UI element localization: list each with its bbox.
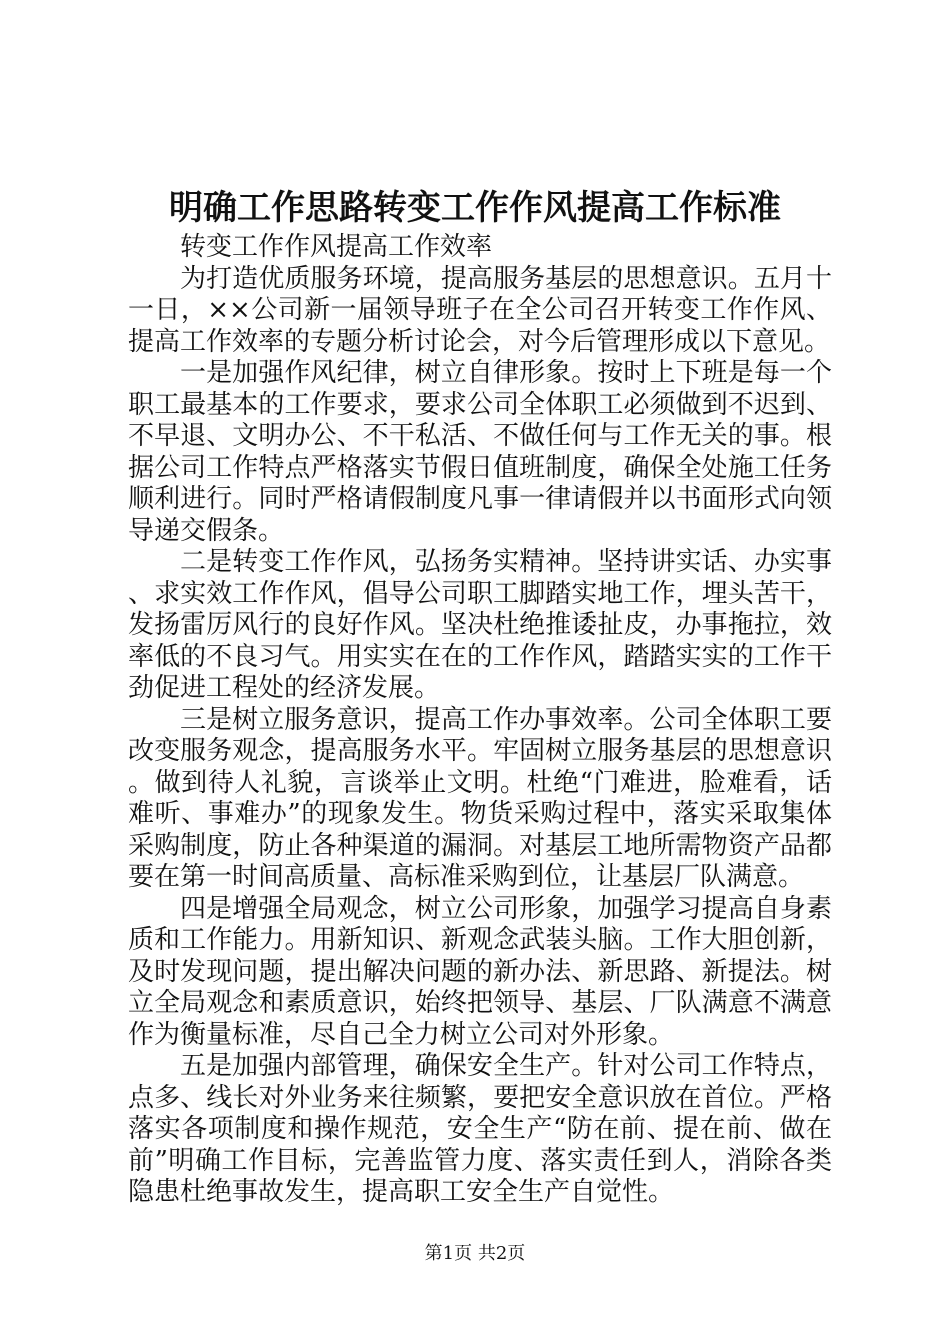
paragraph-discipline: 一是加强作风纪律，树立自律形象。按时上下班是每一个职工最基本的工作要求，要求公司全体职工必须做到不迟到、不早退、文明办公、不干私活、不做任何与工作无关的事。根据公司工作特点严格落实节假日值班制度，确保全处施工任务顺利进行。同时严格请假制度凡事一律请假并以书面形式向领导递交假条。 xyxy=(128,358,832,546)
document-subtitle: 转变工作作风提高工作效率 xyxy=(180,232,493,262)
page-number-footer: 第1页 共2页 xyxy=(424,1243,526,1264)
paragraph-service: 三是树立服务意识，提高工作办事效率。公司全体职工要改变服务观念，提高服务水平。牢固树立服务基层的思想意识。做到待人礼貌，言谈举止文明。杜绝“门难进，脸难看，话难听、事难办”的现象发生。物货采购过程中，落实采取集体采购制度，防止各种渠道的漏洞。对基层工地所需物资产品都要在第一时间高质量、高标准采购到位，让基层厂队满意。 xyxy=(128,704,832,892)
paragraph-safety: 五是加强内部管理，确保安全生产。针对公司工作特点，点多、线长对外业务来往频繁，要把安全意识放在首位。严格落实各项制度和操作规范，安全生产“防在前、提在前、做在前”明确工作目标，完善监管力度、落实责任到人，消除各类隐患杜绝事故发生，提高职工安全生产自觉性。 xyxy=(128,1051,832,1207)
document-body xyxy=(128,232,832,1209)
paragraph-intro: 为打造优质服务环境，提高服务基层的思想意识。五月十一日，××公司新一届领导班子在全公司召开转变工作作风、提高工作效率的专题分析讨论会，对今后管理形成以下意见。 xyxy=(128,263,832,357)
paragraph-overall-view: 四是增强全局观念，树立公司形象，加强学习提高自身素质和工作能力。用新知识、新观念武装头脑。工作大胆创新，及时发现问题，提出解决问题的新办法、新思路、新提法。树立全局观念和素质意识，始终把领导、基层、厂队满意不满意作为衡量标准，尽自己全力树立公司对外形象。 xyxy=(128,893,832,1050)
paragraph-work-style: 二是转变工作作风，弘扬务实精神。坚持讲实话、办实事、求实效工作作风，倡导公司职工脚踏实地工作，埋头苦干，发扬雷厉风行的良好作风。坚决杜绝推诿扯皮，办事拖拉，效率低的不良习气。用实实在在的工作作风，踏踏实实的工作干劲促进工程处的经济发展。 xyxy=(128,547,832,703)
document-title: 明确工作思路转变工作作风提高工作标准 xyxy=(169,188,781,228)
